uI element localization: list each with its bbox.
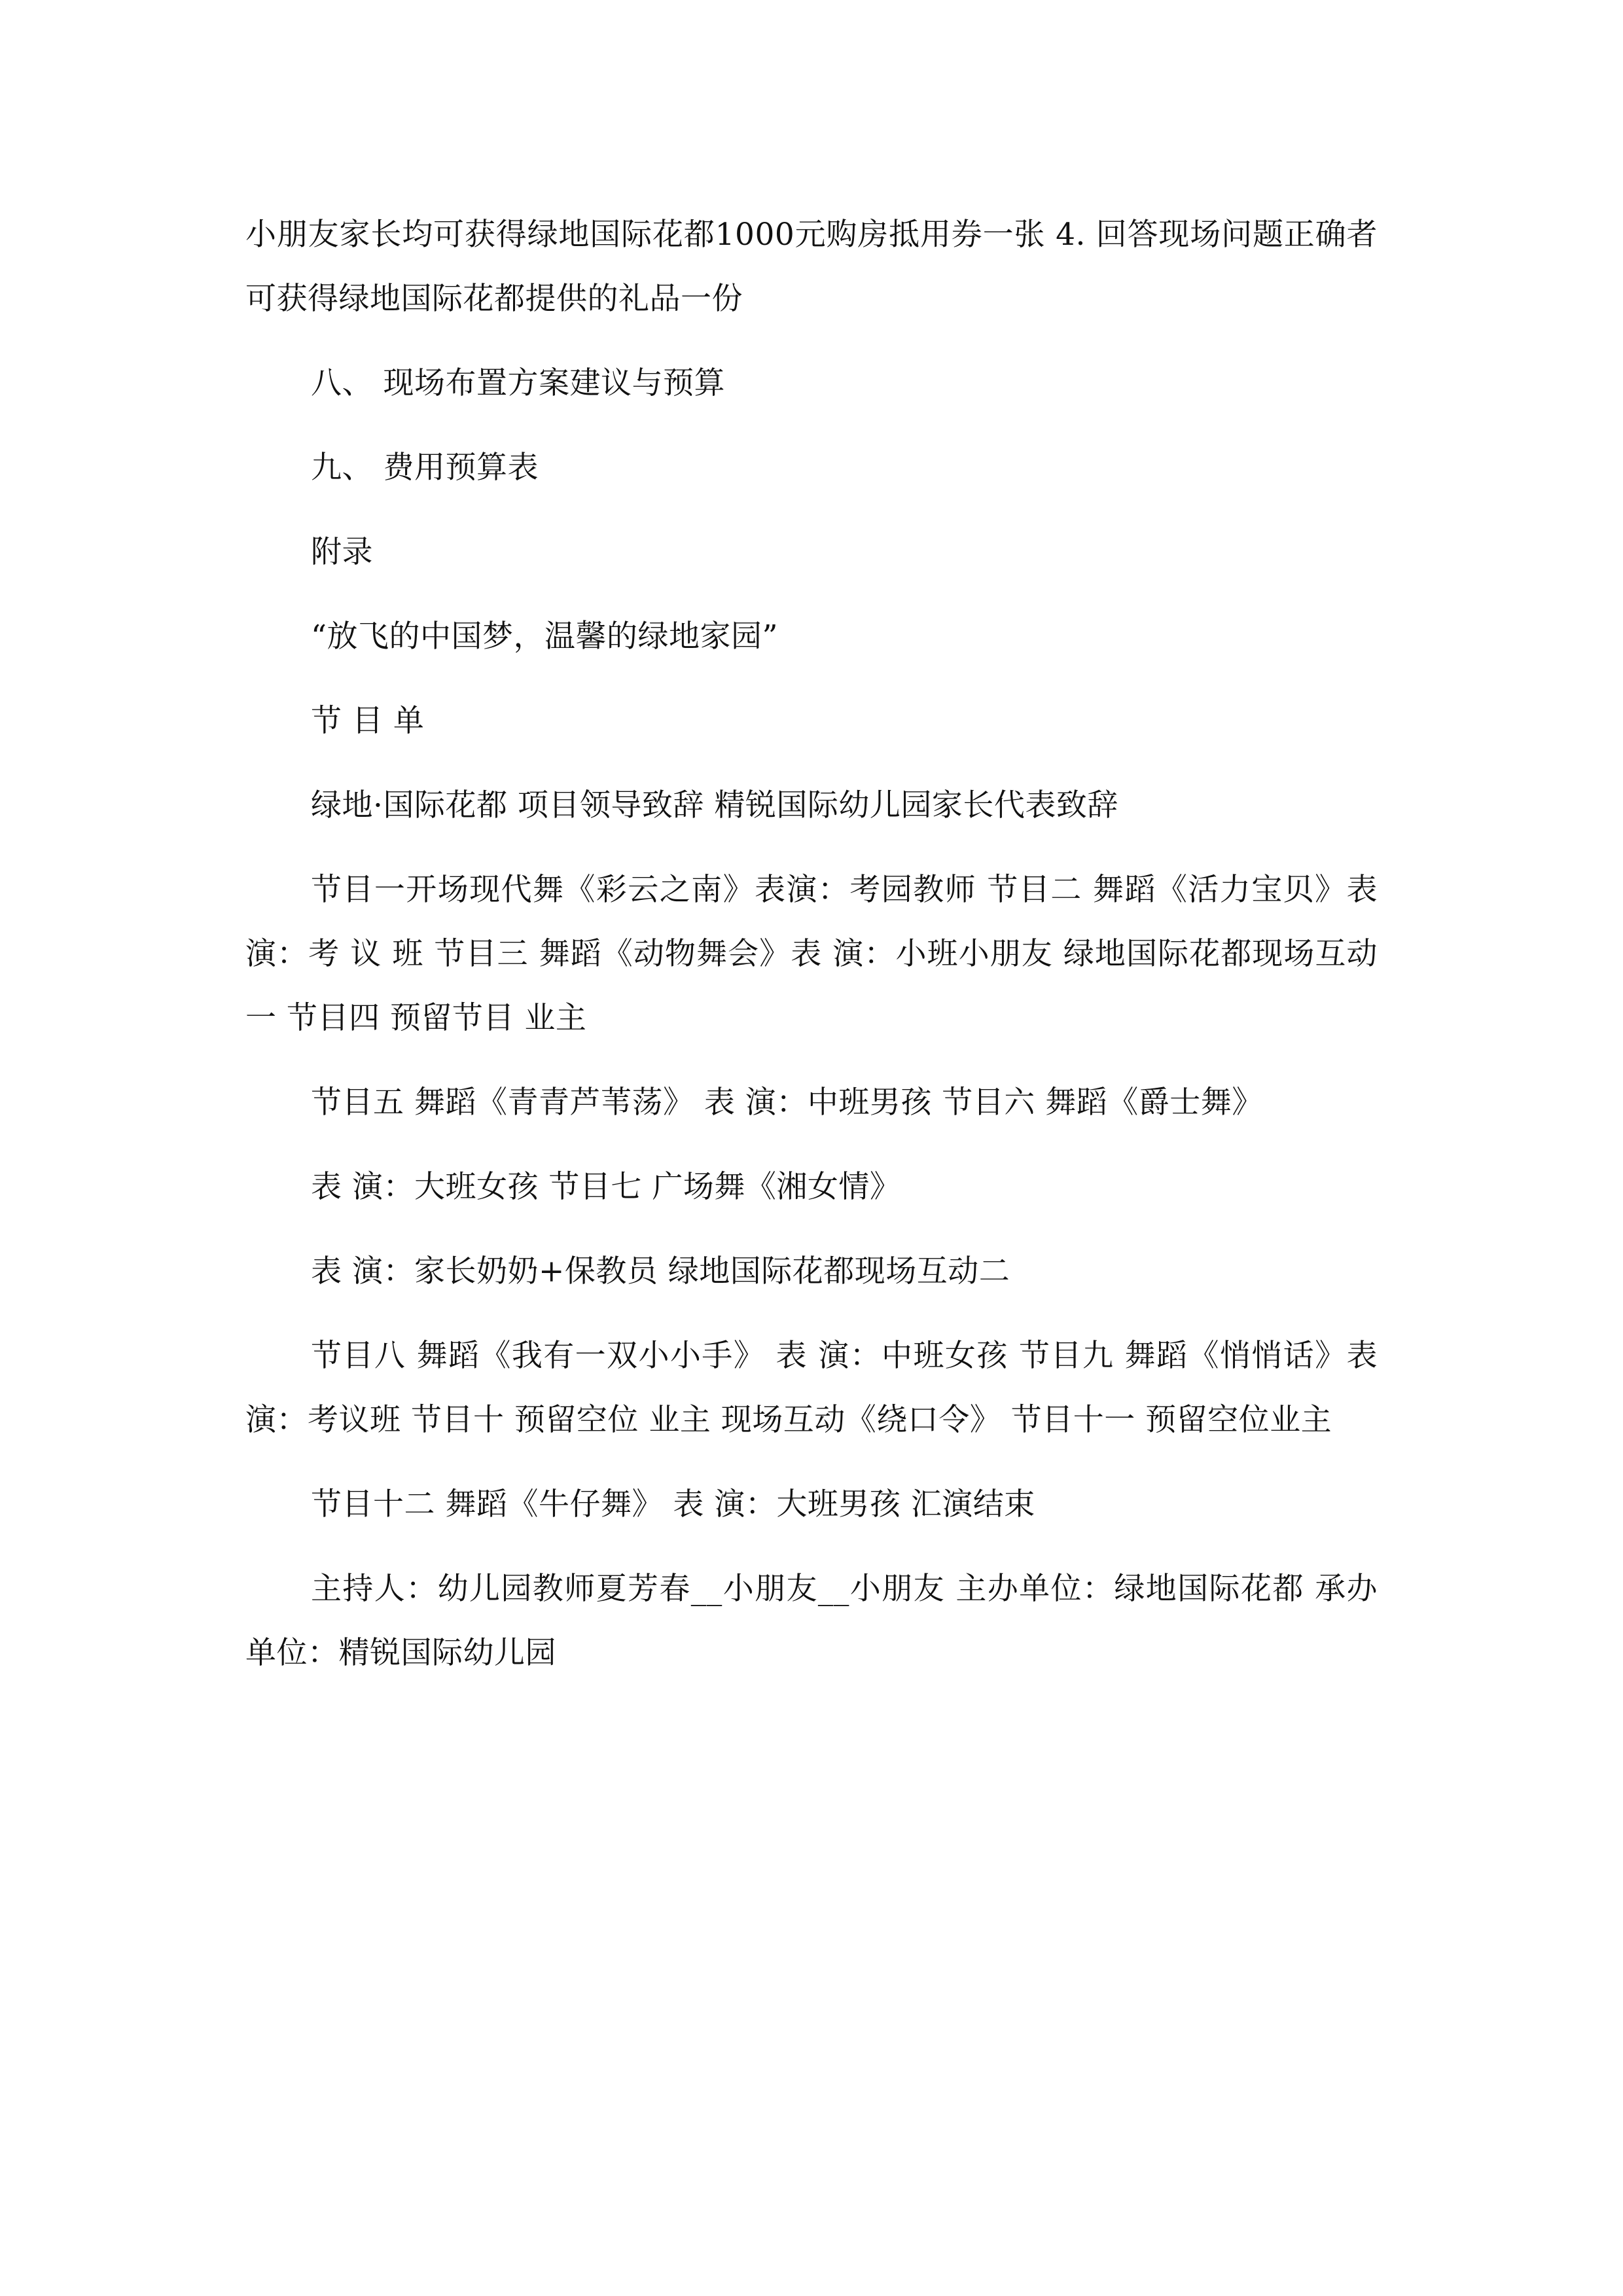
program-item-7: 表 演：大班女孩 节目七 广场舞《湘女情》: [311, 1169, 901, 1205]
event-slogan: “放飞的中国梦，温馨的绿地家园”: [311, 619, 779, 655]
opening-speeches: 绿地·国际花都 项目领导致辞 精锐国际幼儿园家长代表致辞: [311, 787, 1118, 823]
heading-section-eight: 八、 现场布置方案建议与预算: [311, 365, 725, 401]
program-item-12: 节目十二 舞蹈《牛仔舞》 表 演：大班男孩 汇演结束: [311, 1486, 1035, 1522]
hosts-and-organizers: 主持人：幼儿园教师夏芳春__小朋友__小朋友 主办单位：绿地国际花都 承办单位：精锐国际幼儿园: [245, 1571, 1378, 1671]
document-page: [245, 203, 1378, 1685]
program-items-8-11: 节目八 舞蹈《我有一双小小手》 表 演：中班女孩 节目九 舞蹈《悄悄话》表 演：考议班 节目十 预留空位 业主 现场互动《绕口令》 节目十一 预留空位业主: [245, 1338, 1378, 1438]
program-items-1-4: 节目一开场现代舞《彩云之南》表演：考园教师 节目二 舞蹈《活力宝贝》表 演：考 议 班 节目三 舞蹈《动物舞会》表 演：小班小朋友 绿地国际花都现场互动一 节目四 预留节目 业主: [245, 872, 1378, 1036]
program-list-title: 节 目 单: [311, 703, 425, 739]
paragraph-intro: 小朋友家长均可获得绿地国际花都1000元购房抵用券一张 4. 回答现场问题正确者可获得绿地国际花都提供的礼品一份: [245, 217, 1378, 317]
program-items-5-6: 节目五 舞蹈《青青芦苇荡》 表 演：中班男孩 节目六 舞蹈《爵士舞》: [311, 1085, 1263, 1121]
heading-section-nine: 九、 费用预算表: [311, 450, 539, 486]
program-interaction-2: 表 演：家长奶奶+保教员 绿地国际花都现场互动二: [311, 1253, 1010, 1289]
heading-appendix: 附录: [311, 534, 373, 570]
